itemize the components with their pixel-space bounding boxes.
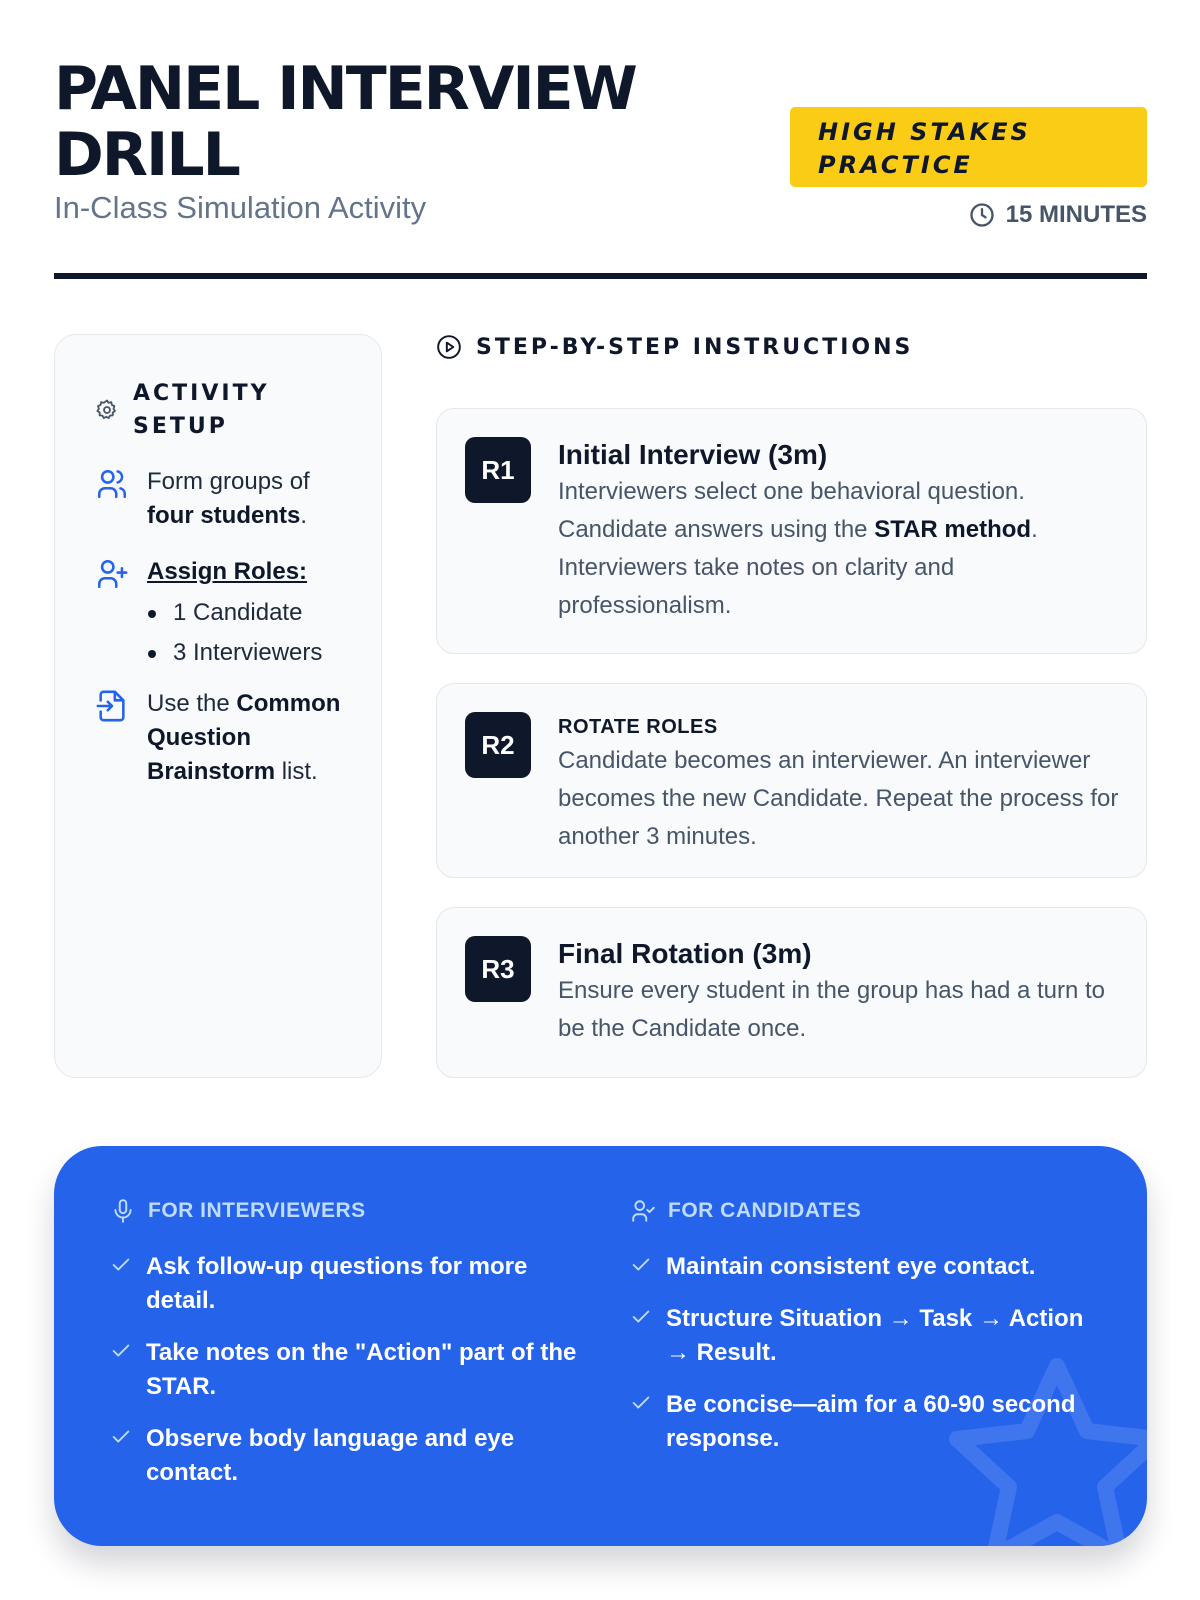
microphone-icon bbox=[110, 1198, 136, 1224]
page-subtitle: In-Class Simulation Activity bbox=[54, 190, 427, 225]
user-check-icon bbox=[630, 1198, 656, 1224]
list-item bbox=[110, 1422, 580, 1490]
gear-icon bbox=[95, 398, 119, 422]
clock-icon bbox=[968, 201, 996, 229]
check-icon bbox=[110, 1426, 132, 1448]
star-method: STAR method bbox=[874, 516, 1032, 543]
list-item bbox=[630, 1388, 1100, 1456]
use-text-end: list. bbox=[281, 758, 318, 785]
step-card-r2 bbox=[436, 683, 1147, 878]
tip-text: Ask follow-up questions for more detail. bbox=[146, 1253, 528, 1314]
setup-item-questions bbox=[95, 687, 347, 789]
step-title: Final Rotation (3m) bbox=[558, 938, 812, 969]
step-badge: R3 bbox=[465, 936, 531, 1002]
check-icon bbox=[630, 1392, 652, 1414]
brainstorm-list-name: Common Question Brainstorm bbox=[147, 690, 341, 785]
tip-text: Structure Situation → Task → Action → Result. bbox=[666, 1305, 1084, 1366]
step-card-r3 bbox=[436, 907, 1147, 1078]
steps-heading bbox=[436, 334, 913, 360]
list-item bbox=[630, 1302, 1100, 1370]
tip-text: Be concise—aim for a 60-90 second response. bbox=[666, 1391, 1076, 1452]
groups-count: four students bbox=[147, 502, 301, 529]
step-title: Initial Interview (3m) bbox=[558, 439, 828, 470]
tip-text: Observe body language and eye contact. bbox=[146, 1425, 515, 1486]
candidate-tips-title: FOR CANDIDATES bbox=[668, 1199, 862, 1222]
user-plus-icon bbox=[95, 557, 129, 591]
users-icon bbox=[95, 467, 129, 501]
header bbox=[54, 56, 1147, 282]
use-text: Use the bbox=[147, 690, 230, 717]
groups-text: Form groups of bbox=[147, 468, 310, 495]
tip-text: Take notes on the "Action" part of the STAR. bbox=[146, 1339, 577, 1400]
tip-text: Maintain consistent eye contact. bbox=[666, 1253, 1036, 1280]
check-icon bbox=[630, 1306, 652, 1328]
list-item bbox=[110, 1336, 580, 1404]
groups-period: . bbox=[300, 502, 307, 529]
check-icon bbox=[110, 1340, 132, 1362]
step-title: ROTATE ROLES bbox=[558, 716, 718, 738]
candidate-tips bbox=[630, 1196, 1100, 1474]
tips-panel bbox=[54, 1146, 1147, 1546]
step-description: Candidate becomes an interviewer. An interviewer becomes the new Candidate. Repeat the process for another 3 minutes. bbox=[558, 747, 1119, 850]
duration-indicator bbox=[968, 200, 1147, 230]
list-item: 3 Interviewers bbox=[147, 633, 347, 673]
assign-roles-label: Assign Roles: bbox=[147, 558, 308, 585]
interviewer-tips bbox=[110, 1196, 580, 1508]
step-badge: R1 bbox=[465, 437, 531, 503]
step-desc-text-end: . Interviewers take notes on clarity and professionalism. bbox=[558, 516, 1038, 619]
interviewer-tips-title: FOR INTERVIEWERS bbox=[148, 1199, 366, 1222]
list-item bbox=[630, 1250, 1100, 1284]
duration-text: 15 MINUTES bbox=[1005, 201, 1147, 228]
check-icon bbox=[110, 1254, 132, 1276]
header-divider bbox=[54, 273, 1147, 279]
setup-title: ACTIVITY SETUP bbox=[133, 381, 270, 439]
step-card-r1 bbox=[436, 408, 1147, 654]
high-stakes-badge: HIGH STAKES PRACTICE bbox=[790, 107, 1147, 187]
step-description: Ensure every student in the group has had a turn to be the Candidate once. bbox=[558, 977, 1106, 1042]
step-desc-text: Interviewers select one behavioral question. Candidate answers using the bbox=[558, 478, 1025, 543]
file-import-icon bbox=[95, 689, 129, 723]
setup-item-groups bbox=[95, 465, 347, 533]
step-badge: R2 bbox=[465, 712, 531, 778]
activity-setup-card bbox=[54, 334, 382, 1078]
page-title: PANEL INTERVIEW DRILL bbox=[54, 54, 636, 190]
steps-title: STEP-BY-STEP INSTRUCTIONS bbox=[476, 334, 914, 360]
check-icon bbox=[630, 1254, 652, 1276]
list-item bbox=[110, 1250, 580, 1318]
roles-list bbox=[147, 593, 347, 673]
setup-item-roles bbox=[95, 555, 347, 673]
list-item: 1 Candidate bbox=[147, 593, 347, 633]
step-description bbox=[558, 473, 1123, 625]
play-circle-icon bbox=[436, 334, 462, 360]
setup-heading bbox=[95, 377, 293, 443]
